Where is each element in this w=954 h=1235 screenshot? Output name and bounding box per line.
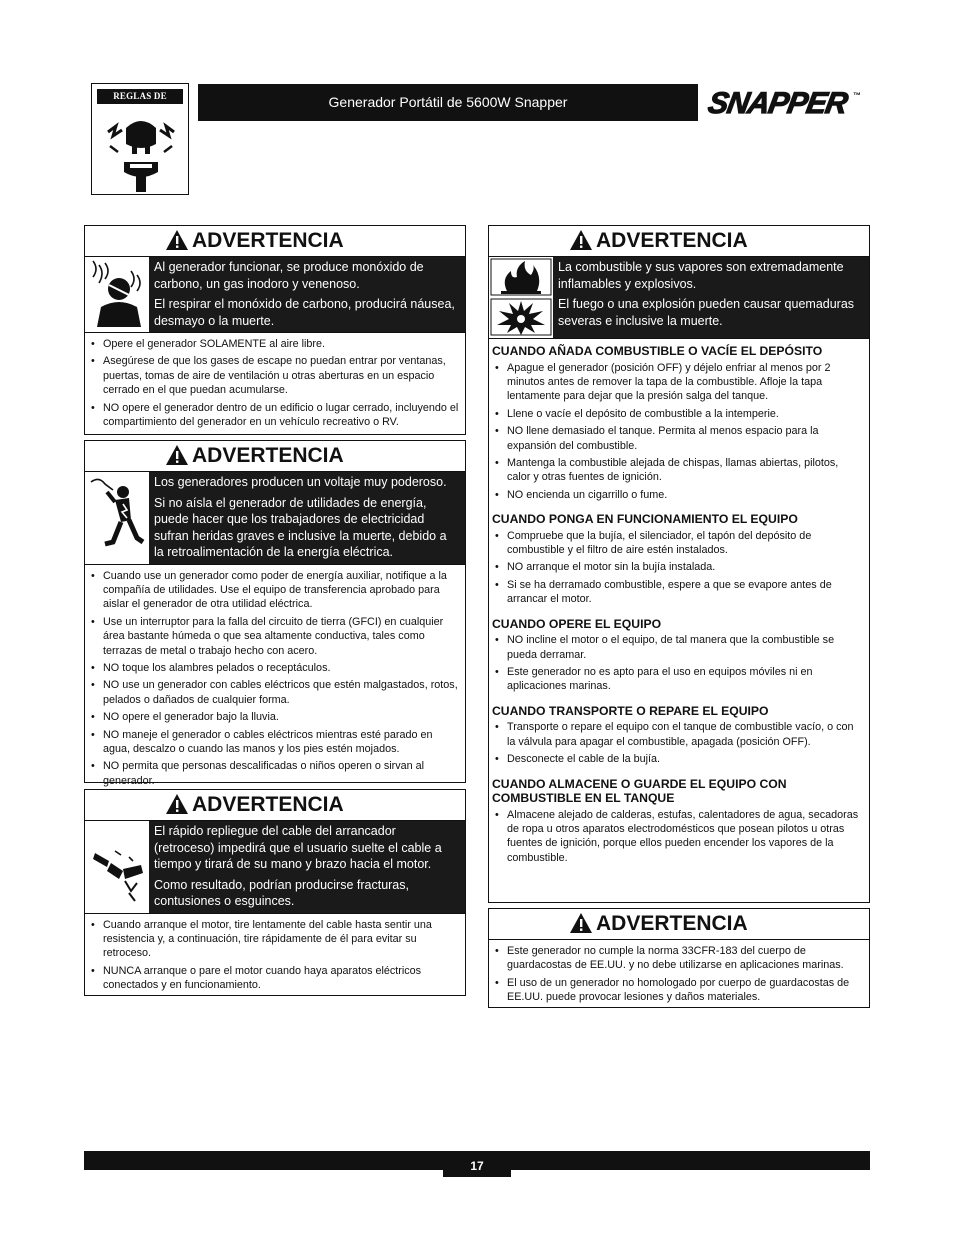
list-item: • Transporte o repare el equipo con el tanque de combustible vacío, o con la válvula para apagar el combustible, apagada (posición OFF).: [507, 720, 863, 749]
document-title-bar: [198, 84, 698, 121]
safety-plug-icon: [98, 106, 184, 192]
list-item: • NO opere el generador bajo la lluvia.: [103, 710, 459, 724]
banner-line: Los generadores producen un voltaje muy poderoso.: [154, 475, 447, 489]
banner-icon-cell: [85, 472, 149, 564]
list-item: • Almacene alejado de calderas, estufas, calentadores de agua, secadoras de ropa u otros aparatos electrodomésticos que posean pilotos u otras fuentes de ignición, porque ellos pueden encender los vapores de la combustible.: [507, 808, 863, 866]
banner-line: El rápido repliegue del cable del arrancador (retroceso) impedirá que el usuario suelte el cable a tiempo y tirará de su mano y brazo hacia el motor.: [154, 824, 442, 871]
section-title: CUANDO PONGA EN FUNCIONAMIENTO EL EQUIPO: [492, 512, 798, 527]
list-item: • Asegúrese de que los gases de escape no puedan entrar por ventanas, puertas, tomas de aire de ventilación u otras aberturas en un espacio cerrado en el que puedan acumularse.: [103, 354, 459, 397]
snapper-logo: [706, 84, 866, 120]
recoil-hand-icon: [85, 821, 149, 913]
fire-icon: [489, 257, 553, 297]
list-item: • Desconecte el cable de la bujía.: [507, 752, 863, 766]
list-item: • Este generador no es apto para el uso en equipos móviles ni en aplicaciones marinas.: [507, 665, 863, 694]
bullet-list: [85, 333, 465, 436]
document-title: Generador Portátil de 5600W Snapper: [328, 94, 568, 110]
bullet-list: [85, 565, 465, 796]
section-title: CUANDO ALMACENE O GUARDE EL EQUIPO CON COMBUSTIBLE EN EL TANQUE: [492, 776, 787, 806]
warning-banner: [85, 472, 465, 565]
list-item: • Mantenga la combustible alejada de chispas, llamas abiertas, pilotos, calor y otras fuentes de ignición.: [507, 456, 863, 485]
warning-triangle-icon: [569, 229, 593, 251]
bullet-list: [489, 527, 869, 612]
bullet-list: [489, 359, 869, 508]
list-item: • Opere el generador SOLAMENTE al aire libre.: [103, 337, 459, 351]
warning-triangle-icon: [569, 912, 593, 934]
logo-text: SNAPPER: [706, 87, 850, 120]
banner-icon-cell: [489, 257, 553, 338]
warning-title: ADVERTENCIA: [192, 229, 344, 252]
list-item: • Cuando use un generador como poder de energía auxiliar, notifique a la compañía de utilidades. Use el equipo de transferencia aprobado para aislar el generador de otra utilidad eléctrica.: [103, 569, 459, 612]
bullet-list: [489, 806, 869, 871]
banner-line: Si no aísla el generador de utilidades de energía, puede hacer que los trabajadores de electricidad sufran heridas graves e inclusive la muerte, debido a la retroalimentación de la energía eléctrica.: [154, 495, 447, 559]
section-title: CUANDO TRANSPORTE O REPARE EL EQUIPO: [492, 703, 769, 718]
bullet-list: [489, 631, 869, 699]
section-title: CUANDO AÑADA COMBUSTIBLE O VACÍE EL DEPÓSITO: [492, 344, 823, 358]
banner-line: La combustible y sus vapores son extremadamente inflamables y explosivos.: [558, 260, 844, 291]
list-item: • NO toque los alambres pelados o receptáculos.: [103, 661, 459, 675]
banner-line: Al generador funcionar, se produce monóxido de carbono, un gas inodoro y venenoso.: [154, 260, 424, 291]
warning-triangle-icon: [165, 444, 189, 466]
list-item: • Apague el generador (posición OFF) y déjelo enfriar al menos por 2 minutos antes de remover la tapa de la combustible. Afloje la tapa lentamente para dejar que la presión salga del tanque.: [507, 361, 863, 404]
list-item: • Cuando arranque el motor, tire lentamente del cable hasta sentir una resistencia y, a continuación, tire rápidamente de él para evitar su retroceso.: [103, 918, 459, 961]
list-item: • NO llene demasiado el tanque. Permita al menos espacio para la expansión del combustible.: [507, 424, 863, 453]
page-number: 17: [443, 1155, 511, 1177]
bullet-list: [489, 940, 869, 1012]
list-item: • NO use un generador con cables eléctricos que estén malgastados, rotos, pelados o dañados de cualquier forma.: [103, 678, 459, 707]
warning-header: [85, 441, 465, 472]
section-title: CUANDO OPERE EL EQUIPO: [492, 616, 662, 631]
list-item: • Llene o vacíe el depósito de combustible a la intemperie.: [507, 407, 863, 421]
banner-text: [149, 257, 465, 332]
list-item: • NUNCA arranque o pare el motor cuando haya aparatos eléctricos conectados y en funcionamiento.: [103, 964, 459, 993]
snapper-logo-mark: [706, 84, 866, 120]
banner-line: Como resultado, podrían producirse fracturas, contusiones o esguinces.: [154, 877, 409, 908]
list-item: • Si se ha derramado combustible, espere a que se evapore antes de arrancar el motor.: [507, 578, 863, 607]
warning-header: [85, 790, 465, 821]
bullet-list: [489, 718, 869, 771]
warning-banner: [489, 257, 869, 339]
warning-header: [489, 226, 869, 257]
warning-title: ADVERTENCIA: [596, 912, 748, 935]
list-item: • El uso de un generador no homologado por cuerpo de guardacostas de EE.UU. puede provocar lesiones y daños materiales.: [507, 976, 863, 1005]
warning-triangle-icon: [165, 229, 189, 251]
electric-shock-icon: [85, 472, 149, 554]
warning-banner: [85, 257, 465, 333]
toxic-fumes-icon: [85, 257, 149, 333]
warning-panel-carbon-monoxide: [84, 225, 466, 435]
list-item: • Use un interruptor para la falla del circuito de tierra (GFCI) en cualquier área bastante húmeda o que sea altamente conductiva, tales como terrazas de metal o trabajo hecho con acero.: [103, 615, 459, 658]
warning-panel-electrical: [84, 440, 466, 787]
warning-title: ADVERTENCIA: [192, 444, 344, 467]
bullet-list: [85, 914, 465, 1000]
list-item: • Compruebe que la bujía, el silenciador, el tapón del depósito de combustible y el filtro de aire estén instalados.: [507, 529, 863, 558]
list-item: • NO maneje el generador o cables eléctricos mientras esté parado en agua, descalzo o cuando las manos y los pies estén mojados.: [103, 728, 459, 757]
warning-triangle-icon: [165, 793, 189, 815]
logo-trademark: ™: [853, 91, 861, 100]
safety-rules-badge: [91, 83, 189, 195]
banner-text: [149, 821, 465, 913]
list-item: • Este generador no cumple la norma 33CFR-183 del cuerpo de guardacostas de EE.UU. y no debe utilizarse en aplicaciones marinas.: [507, 944, 863, 973]
list-item: • NO incline el motor o el equipo, de tal manera que la combustible se pueda derramar.: [507, 633, 863, 662]
banner-text: [149, 472, 465, 564]
list-item: • NO opere el generador dentro de un edificio o lugar cerrado, incluyendo el compartimiento del generador en un vehículo recreativo o RV.: [103, 401, 459, 430]
warning-header: [489, 909, 869, 940]
warning-panel-fuel: [488, 225, 870, 903]
list-item: • NO encienda un cigarrillo o fume.: [507, 488, 863, 502]
badge-label: REGLAS DE SEGURIDAD: [97, 89, 183, 104]
warning-panel-recoil: [84, 789, 466, 996]
banner-icon-cell: [85, 821, 149, 913]
banner-icon-cell: [85, 257, 149, 332]
warning-banner: [85, 821, 465, 914]
list-item: • NO arranque el motor sin la bujía instalada.: [507, 560, 863, 574]
warning-title: ADVERTENCIA: [192, 793, 344, 816]
explosion-icon: [489, 297, 553, 337]
warning-title: ADVERTENCIA: [596, 229, 748, 252]
list-item: • NO permita que personas descalificadas o niños operen o sirvan al generador.: [103, 759, 459, 788]
banner-text: [553, 257, 869, 338]
banner-line: El fuego o una explosión pueden causar quemaduras severas e inclusive la muerte.: [558, 297, 855, 328]
warning-panel-marine: [488, 908, 870, 1008]
warning-header: [85, 226, 465, 257]
banner-line: El respirar el monóxido de carbono, producirá náusea, desmayo o la muerte.: [154, 297, 455, 328]
